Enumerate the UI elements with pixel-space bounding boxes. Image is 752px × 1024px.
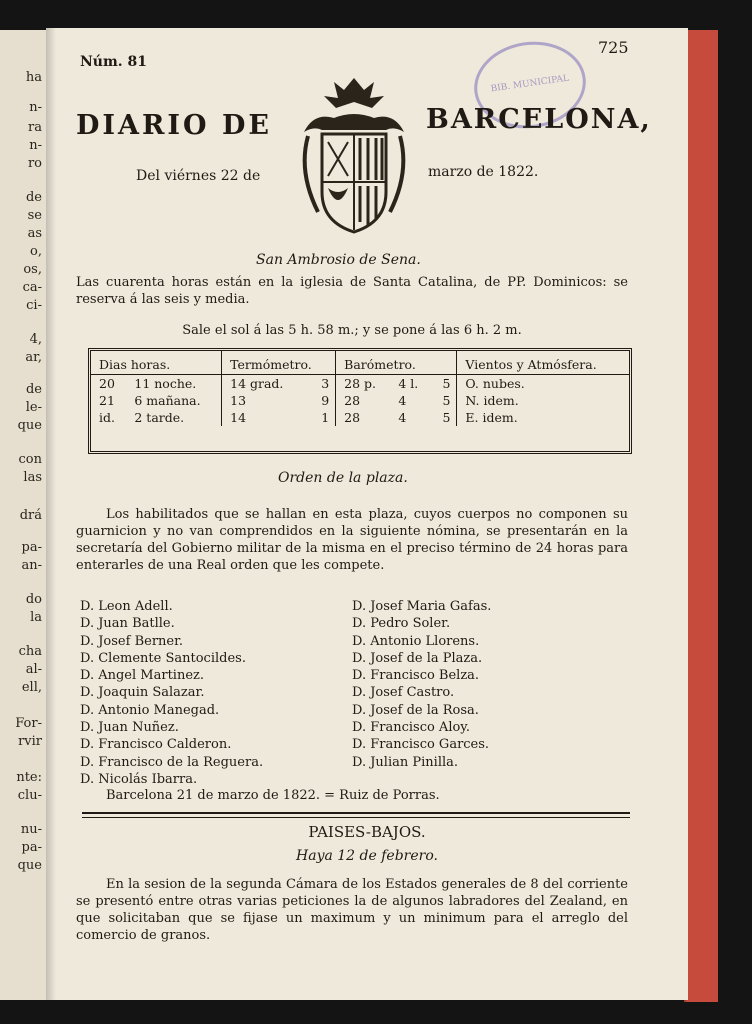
weather-cell-t_frac: 9 [321,393,330,408]
left-page-fragment: al- [25,662,42,677]
book-edge [684,30,718,1002]
weather-cell-b2: 4 l. [398,376,419,391]
col-winds: Vientos y Atmósfera. [457,351,629,375]
left-page-fragment: n- [29,100,42,115]
left-page-fragment: nu- [20,822,42,837]
weather-cell-b2: 4 [398,410,407,425]
name-entry: D. Joaquin Salazar. [80,685,205,701]
issue-date-weekday: Del viérnes 22 de [136,168,261,184]
left-page-fragment: ar, [25,350,42,365]
left-page-fragment: pa- [21,840,42,855]
name-entry: D. Clemente Santocildes. [80,650,246,666]
weather-cell-wind: O. nubes. [457,375,629,392]
left-page-fragment: do [25,592,42,607]
library-stamp: BIB. MUNICIPAL [469,35,592,136]
news-dateline: Haya 12 de febrero. [296,848,438,864]
names-column-right [352,598,491,771]
left-page-fragment: an- [21,558,42,573]
left-page-fragment: n- [29,138,42,153]
section-divider [82,812,630,814]
name-entry: D. Francisco de la Reguera. [80,754,264,770]
sunrise-sunset: Sale el sol á las 5 h. 58 m.; y se pone á las 6 h. 2 m. [182,323,522,338]
name-entry: D. Juan Nuñez. [80,720,179,736]
weather-row [91,409,629,426]
name-entry: D. Nicolás Ibarra. [80,771,198,787]
left-page-fragment: pa- [21,540,42,555]
weather-cell-t_deg: 13 [222,392,308,409]
left-page-fragment: as [27,226,42,241]
left-page-fragment: de [25,382,42,397]
weather-row [91,392,629,409]
masthead-left: DIARIO DE [76,110,272,141]
left-page-fragment: o, [30,244,42,259]
left-page-edge [0,30,48,1000]
orden-text [76,506,628,574]
weather-cell-b1: 28 [336,392,391,409]
left-page-fragment: ell, [21,680,42,695]
col-thermometer: Termómetro. [222,351,336,375]
weather-cell-t_frac: 3 [321,376,330,391]
coat-of-arms-icon [294,72,414,238]
issue-date-month: marzo de 1822. [428,164,539,180]
news-body: En la sesion de la segunda Cámara de los Estados generales de 8 del corriente se presentó entre otras varias peticiones la de algunos labradores del Zealand, en que solicitaban que se fijase un maximum y un minimum para el arreglo del comercio de granos. [76,877,628,943]
left-page-fragment: ro [27,156,42,171]
left-page-fragment: ci- [26,298,42,313]
section-heading: PAISES-BAJOS. [308,823,426,841]
left-page-fragment: se [27,208,42,223]
weather-cell-b3: 5 [442,376,451,391]
weather-cell-b3: 5 [442,410,451,425]
name-entry: D. Angel Martinez. [80,668,204,684]
names-column-left [80,598,263,788]
name-entry: D. Juan Batlle. [80,616,175,632]
name-entry: D. Josef de la Rosa. [352,702,479,718]
left-page-fragment: clu- [17,788,42,803]
left-page-fragment: con [18,452,42,467]
left-page-fragment: ha [25,70,42,85]
left-page-fragment: de [25,190,42,205]
left-page-fragment: que [17,418,42,433]
name-entry: D. Antonio Llorens. [352,633,480,649]
masthead-right: BARCELONA, [426,104,652,135]
left-page-fragment: rvir [18,734,42,749]
weather-cell-b1: 28 [336,409,391,426]
name-entry: D. Pedro Soler. [352,616,451,632]
weather-cell-hour: 2 tarde. [134,410,185,425]
orden-title: Orden de la plaza. [278,470,408,486]
weather-cell-b2: 4 [398,393,407,408]
weather-cell-hour: 11 noche. [134,376,197,391]
name-entry: D. Josef Berner. [80,633,184,649]
section-divider-thin [82,817,630,818]
weather-table [88,348,632,454]
left-page-fragment: cha [18,644,42,659]
issue-number: Núm. 81 [80,54,148,70]
weather-cell-wind: E. idem. [457,409,629,426]
name-entry: D. Josef Maria Gafas. [352,599,492,614]
weather-cell-day: 21 [99,393,115,408]
left-page-fragment: que [17,858,42,873]
name-entry: D. Francisco Belza. [352,668,480,684]
news-article [76,876,628,944]
col-days: Dias horas. [91,351,222,375]
orden-body: Los habilitados que se hallan en esta plaza, cuyos cuerpos no componen su guarnicion y no van comprendidos en la siguiente nómina, se presentarán en la secretaría del Gobierno militar de la misma en el preciso término de 24 horas para enterarles de una Real orden que les compete. [76,507,628,573]
left-page-fragment: For- [15,716,42,731]
newspaper-page [46,28,688,1000]
weather-row [91,375,629,392]
weather-header-row [91,351,629,375]
name-entry: D. Francisco Aloy. [352,720,471,736]
left-page-fragment: le- [25,400,42,415]
devotion-notice: Las cuarenta horas están en la iglesia de Santa Catalina, de PP. Dominicos: se reserva á las seis y media. [76,275,628,307]
weather-cell-hour: 6 mañana. [134,393,201,408]
left-page-fragment: ra [28,120,42,135]
weather-cell-t_frac: 1 [321,410,330,425]
left-page-fragment: las [23,470,42,485]
left-page-fragment: nte: [16,770,42,785]
left-page-fragment: la [30,610,42,625]
orden-signature: Barcelona 21 de marzo de 1822. = Ruiz de Porras. [106,788,440,803]
left-page-fragment: ca- [22,280,42,295]
weather-cell-b1: 28 p. [336,375,391,392]
left-page-fragment: 4, [29,332,42,347]
col-barometer: Barómetro. [336,351,457,375]
name-entry: D. Leon Adell. [80,599,173,614]
left-page-fragment: drá [19,508,42,523]
name-entry: D. Josef Castro. [352,685,455,701]
saint-of-day: San Ambrosio de Sena. [256,252,421,268]
weather-cell-t_deg: 14 grad. [222,375,308,392]
name-entry: D. Julian Pinilla. [352,754,459,770]
name-entry: D. Francisco Garces. [352,737,490,753]
name-entry: D. Josef de la Plaza. [352,650,483,666]
weather-cell-t_deg: 14 [222,409,308,426]
name-entry: D. Francisco Calderon. [80,737,232,753]
left-page-fragment: os, [23,262,42,277]
weather-cell-day: id. [99,410,115,425]
weather-cell-b3: 5 [442,393,451,408]
page-folio: 725 [598,38,629,57]
name-entry: D. Antonio Manegad. [80,702,220,718]
weather-cell-wind: N. idem. [457,392,629,409]
weather-cell-day: 20 [99,376,115,391]
